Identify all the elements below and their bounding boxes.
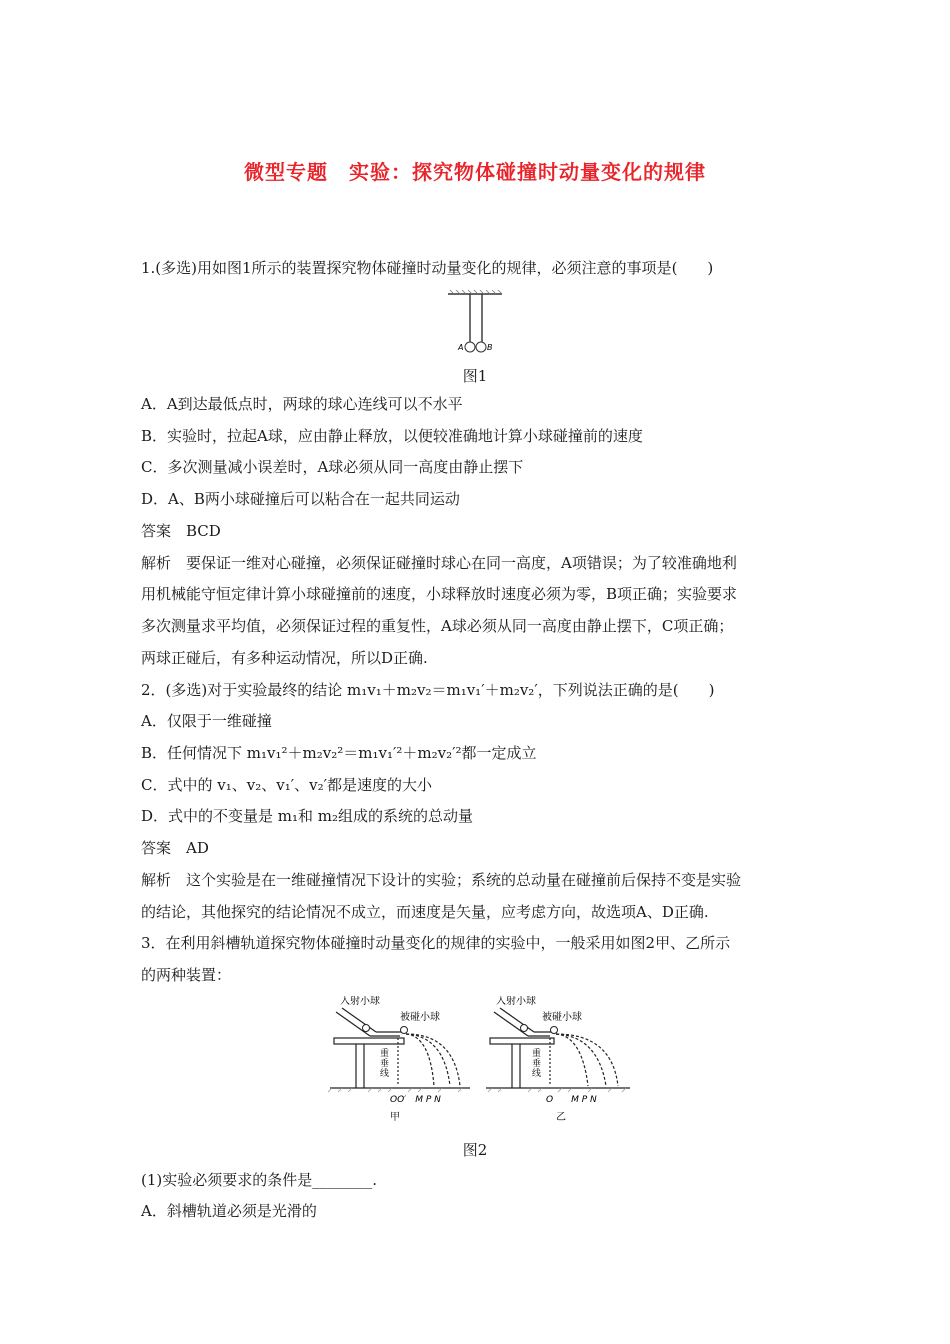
figure-1-caption: 图1 xyxy=(462,367,488,385)
q1-analysis-line: 多次测量求平均值，必须保证过程的重复性，A球必须从同一高度由静止摆下，C项正确； xyxy=(141,617,734,635)
right-apparatus-label: 乙 xyxy=(556,1112,566,1123)
q2-answer: 答案 AD xyxy=(141,839,209,857)
q3-stem-line: 3．在利用斜槽轨道探究物体碰撞时动量变化的规律的实验中，一般采用如图2甲、乙所示 xyxy=(141,934,731,952)
right-points-label: O M P N xyxy=(546,1095,597,1105)
page-title: 微型专题 实验：探究物体碰撞时动量变化的规律 xyxy=(244,160,706,184)
q2-analysis-line: 的结论，其他探究的结论情况不成立，而速度是矢量，应考虑方向，故选项A、D正确. xyxy=(141,903,709,921)
q1-option-c: C．多次测量减小误差时，A球必须从同一高度由静止摆下 xyxy=(141,458,524,476)
q2-analysis-line: 解析 这个实验是在一维碰撞情况下设计的实验；系统的总动量在碰撞前后保持不变是实验 xyxy=(141,871,742,889)
q2-option-d: D．式中的不变量是 m₁和 m₂组成的系统的总动量 xyxy=(141,807,474,825)
incident-ball-label: 入射小球 xyxy=(340,996,380,1007)
q1-analysis-line: 用机械能守恒定律计算小球碰撞前的速度，小球释放时速度必须为零，B项正确；实验要求 xyxy=(141,585,738,603)
svg-text:重: 重 xyxy=(380,1049,390,1059)
q1-option-a: A．A到达最低点时，两球的球心连线可以不水平 xyxy=(141,395,463,413)
q2-option-a: A．仅限于一维碰撞 xyxy=(141,712,272,730)
target-ball-label: 被碰小球 xyxy=(542,1012,582,1023)
q1-stem: 1.(多选)用如图1所示的装置探究物体碰撞时动量变化的规律，必须注意的事项是( ) xyxy=(141,259,714,277)
q2-stem: 2．(多选)对于实验最终的结论 m₁v₁＋m₂v₂＝m₁v₁′＋m₂v₂′，下列说法正确的是( ) xyxy=(141,681,715,699)
left-points-label: OO′ M P N xyxy=(390,1095,441,1105)
svg-text:线: 线 xyxy=(380,1069,390,1079)
target-ball-label: 被碰小球 xyxy=(400,1012,440,1023)
svg-text:重: 重 xyxy=(532,1049,542,1059)
q1-option-b: B．实验时，拉起A球，应由静止释放，以便较准确地计算小球碰撞前的速度 xyxy=(141,427,643,445)
q3-stem-line: 的两种装置： xyxy=(141,966,232,984)
q1-answer: 答案 BCD xyxy=(141,522,221,540)
q2-option-c: C．式中的 v₁、v₂、v₁′、v₂′都是速度的大小 xyxy=(141,776,433,794)
q1-analysis-line: 解析 要保证一维对心碰撞，必须保证碰撞时球心在同一高度，A项错误；为了较准确地利 xyxy=(141,554,737,572)
svg-text:垂: 垂 xyxy=(532,1059,542,1069)
ball-a-label: A xyxy=(458,343,464,352)
q1-option-d: D．A、B两小球碰撞后可以粘合在一起共同运动 xyxy=(141,490,460,508)
q3-sub1: (1)实验必须要求的条件是________. xyxy=(141,1171,378,1189)
figure-2-apparatus xyxy=(320,996,640,1130)
q3-sub1-option-a: A．斜槽轨道必须是光滑的 xyxy=(141,1202,317,1220)
svg-text:线: 线 xyxy=(532,1069,542,1079)
q2-option-b: B．任何情况下 m₁v₁²＋m₂v₂²＝m₁v₁′²＋m₂v₂′²都一定成立 xyxy=(141,744,537,762)
q1-analysis-line: 两球正碰后，有多种运动情况，所以D正确. xyxy=(141,649,428,667)
ball-b-label: B xyxy=(487,343,493,352)
left-apparatus-label: 甲 xyxy=(390,1112,400,1123)
figure-1-pendulum xyxy=(446,290,506,362)
svg-text:垂: 垂 xyxy=(380,1059,390,1069)
incident-ball-label: 入射小球 xyxy=(496,996,536,1007)
figure-2-caption: 图2 xyxy=(462,1141,488,1159)
